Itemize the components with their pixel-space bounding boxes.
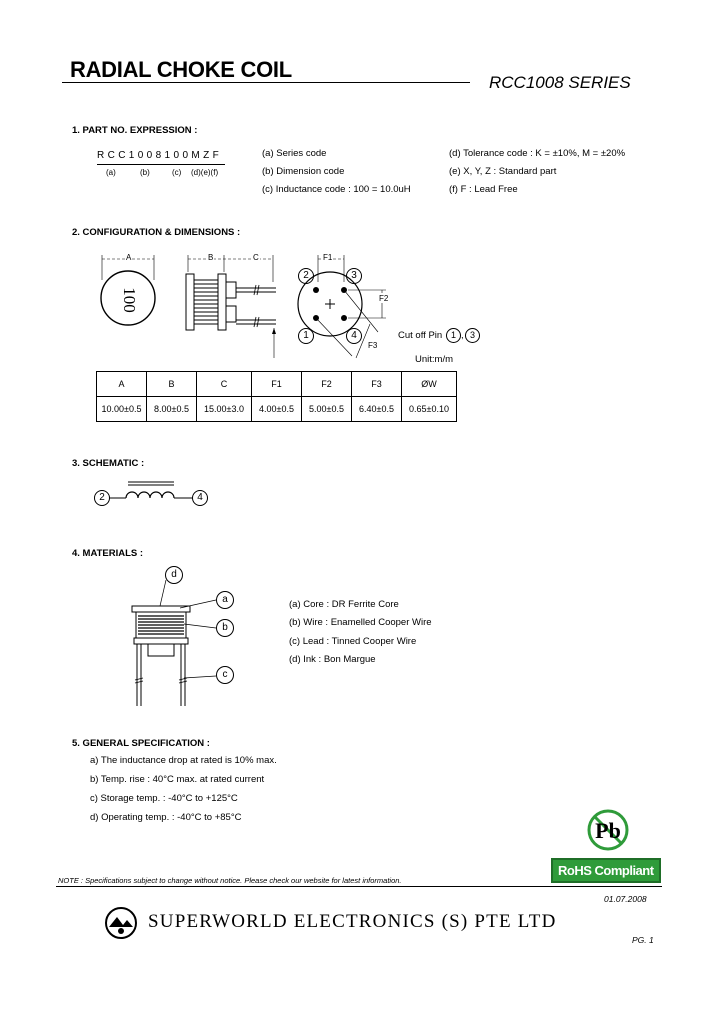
footer-divider xyxy=(56,886,662,887)
table-cell: 8.00±0.5 xyxy=(147,397,197,422)
dimensions-table xyxy=(96,371,457,422)
pin-2-marker: 2 xyxy=(298,268,314,284)
dim-a-label: A xyxy=(126,253,132,262)
cutoff-pin-label: Cut off Pin xyxy=(398,330,443,341)
material-lead: (c) Lead : Tinned Cooper Wire xyxy=(289,636,417,647)
section-schematic-heading: 3. SCHEMATIC : xyxy=(72,458,145,469)
spec-storage-temp: c) Storage temp. : -40°C to +125°C xyxy=(90,793,238,804)
pin-1-marker: 1 xyxy=(298,328,314,344)
callout-d: d xyxy=(165,566,183,584)
desc-series-code: (a) Series code xyxy=(262,148,327,159)
section-general-heading: 5. GENERAL SPECIFICATION : xyxy=(72,738,210,749)
desc-standard-part: (e) X, Y, Z : Standard part xyxy=(449,166,557,177)
table-header-cell: F2 xyxy=(302,372,352,397)
callout-c: c xyxy=(216,666,234,684)
callout-a: a xyxy=(216,591,234,609)
pin-3-marker: 3 xyxy=(346,268,362,284)
table-cell: 10.00±0.5 xyxy=(97,397,147,422)
material-wire: (b) Wire : Enamelled Cooper Wire xyxy=(289,617,432,628)
spec-inductance-drop: a) The inductance drop at rated is 10% max. xyxy=(90,755,277,766)
part-label-b: (b) xyxy=(140,168,150,177)
coil-top-view-drawing xyxy=(96,252,162,332)
cutoff-pin-3-marker: 3 xyxy=(465,328,480,343)
part-code-underline xyxy=(97,164,225,165)
title-underline xyxy=(62,82,470,83)
part-label-c: (c) xyxy=(172,168,182,177)
section-config-heading: 2. CONFIGURATION & DIMENSIONS : xyxy=(72,227,241,238)
callout-b: b xyxy=(216,619,234,637)
top-marking-text: 100 xyxy=(120,287,140,313)
dim-f3-label: F3 xyxy=(368,341,378,350)
company-logo-icon xyxy=(104,906,138,940)
part-label-a: (a) xyxy=(106,168,116,177)
table-header-cell: C xyxy=(197,372,252,397)
desc-tolerance-code: (d) Tolerance code : K = ±10%, M = ±20% xyxy=(449,148,626,159)
unit-label: Unit:m/m xyxy=(415,354,453,365)
table-header-cell: F3 xyxy=(352,372,402,397)
desc-lead-free: (f) F : Lead Free xyxy=(449,184,518,195)
page-number: PG. 1 xyxy=(632,935,654,945)
table-header-row xyxy=(97,372,457,397)
part-number-code: R C C 1 0 0 8 1 0 0 M Z F xyxy=(97,150,219,161)
series-name: RCC1008 SERIES xyxy=(489,73,631,92)
dim-f1-label: F1 xyxy=(323,253,333,262)
cutoff-pin-1-marker: 1 xyxy=(446,328,461,343)
table-cell: 6.40±0.5 xyxy=(352,397,402,422)
table-header-cell: ØW xyxy=(402,372,457,397)
pb-free-icon xyxy=(586,808,630,852)
table-row xyxy=(97,397,457,422)
section-materials-heading: 4. MATERIALS : xyxy=(72,548,144,559)
table-cell: 15.00±3.0 xyxy=(197,397,252,422)
company-name: SUPERWORLD ELECTRONICS (S) PTE LTD xyxy=(148,911,557,932)
table-header-cell: B xyxy=(147,372,197,397)
section-part-no-heading: 1. PART NO. EXPRESSION : xyxy=(72,125,198,136)
table-cell: 0.65±0.10 xyxy=(402,397,457,422)
table-header-cell: F1 xyxy=(252,372,302,397)
schematic-pin-2: 2 xyxy=(94,490,110,506)
pin-4-marker: 4 xyxy=(346,328,362,344)
material-ink: (d) Ink : Bon Margue xyxy=(289,654,376,665)
table-cell: 5.00±0.5 xyxy=(302,397,352,422)
rohs-compliant-badge: RoHS Compliant xyxy=(551,858,661,883)
schematic-pin-4: 4 xyxy=(192,490,208,506)
page-title: RADIAL CHOKE COIL xyxy=(70,57,292,82)
desc-dimension-code: (b) Dimension code xyxy=(262,166,345,177)
dim-f2-label: F2 xyxy=(379,294,389,303)
cutoff-comma: , xyxy=(461,330,464,341)
document-date: 01.07.2008 xyxy=(604,894,647,904)
spec-temp-rise: b) Temp. rise : 40°C max. at rated current xyxy=(90,774,265,785)
desc-inductance-code: (c) Inductance code : 100 = 10.0uH xyxy=(262,184,411,195)
svg-text:Pb: Pb xyxy=(595,818,621,843)
material-core: (a) Core : DR Ferrite Core xyxy=(289,599,399,610)
dim-b-label: B xyxy=(208,253,214,262)
footer-note: NOTE : Specifications subject to change without notice. Please check our website for latest information. xyxy=(58,876,402,885)
materials-coil-drawing xyxy=(122,566,242,718)
table-header-cell: A xyxy=(97,372,147,397)
part-label-def: (d)(e)(f) xyxy=(191,168,219,177)
coil-side-view-drawing xyxy=(178,252,278,362)
spec-operating-temp: d) Operating temp. : -40°C to +85°C xyxy=(90,812,242,823)
dim-c-label: C xyxy=(253,253,259,262)
table-cell: 4.00±0.5 xyxy=(252,397,302,422)
